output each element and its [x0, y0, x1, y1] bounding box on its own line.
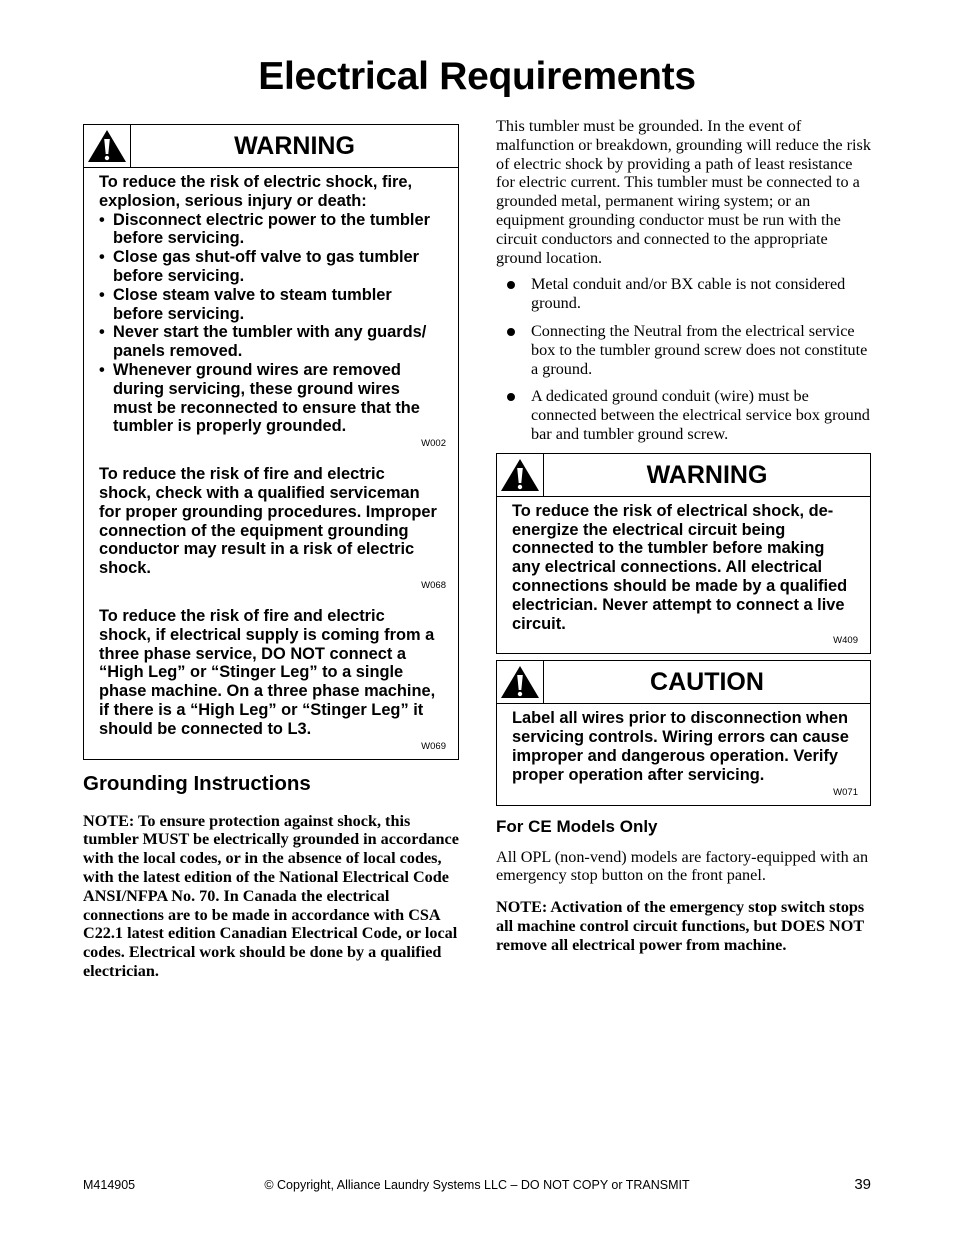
warning-triangle-icon	[87, 129, 127, 163]
warning-header	[84, 125, 458, 168]
ce-text: All OPL (non-vend) models are factory-equipped with an emergency stop button on the front panel.	[496, 847, 869, 885]
grounding-bullet: A dedicated ground conduit (wire) must be connected between the electrical service box ground bar and tumbler ground screw.	[496, 387, 871, 443]
warning-triangle-icon	[500, 458, 540, 492]
warning-intro: To reduce the risk of electric shock, fire, explosion, serious injury or death:	[99, 173, 413, 210]
page-title: Electrical Requirements	[258, 55, 696, 98]
warning-triangle-icon	[500, 665, 540, 699]
warning-section-1	[99, 173, 446, 450]
caution-code: W071	[833, 786, 858, 798]
warning-text: To reduce the risk of electrical shock, de-energize the electrical circuit being connected to the tumbler before making any electrical connections. All electrical connections should be made by a qualified electrician. Never attempt to connect a live circuit.	[512, 501, 848, 633]
page-number: 39	[854, 1176, 871, 1193]
grounding-intro: This tumbler must be grounded. In the event of malfunction or breakdown, grounding will reduce the risk of electric shock by providing a path of least resistance for electric current. This tumbler must be connected to a grounded metal, permanent wiring system; or an equipment grounding conductor must be run with the circuit conductors and connected to the appropriate ground location.	[496, 117, 871, 267]
warning-code: W002	[421, 438, 446, 450]
warning-code: W069	[421, 740, 446, 752]
warning-bullet: • Never start the tumbler with any guards/ panels removed.	[99, 323, 440, 361]
warning-title: WARNING	[646, 460, 768, 489]
left-column	[83, 124, 459, 981]
caution-body	[497, 704, 870, 804]
copyright-notice: © Copyright, Alliance Laundry Systems LLC – DO NOT COPY or TRANSMIT	[264, 1178, 690, 1192]
warning-bullet: • Disconnect electric power to the tumbler before servicing.	[99, 211, 440, 249]
warning-title: WARNING	[234, 132, 355, 160]
warning-text: To reduce the risk of fire and electric shock, if electrical supply is coming from a three phase service, DO NOT connect a “High Leg” or “Stinger Leg” to a single phase machine. On a three phase machine, if there is a “High Leg” or “Stinger Leg” it should be connected to L3.	[99, 606, 436, 738]
warning-code: W068	[421, 579, 446, 591]
grounding-bullet: Connecting the Neutral from the electrical service box to the tumbler ground screw does not constitute a ground.	[496, 322, 871, 378]
warning-code: W409	[833, 635, 858, 647]
warning-icon-cell	[84, 125, 131, 167]
warning-bullet-list	[99, 211, 440, 437]
warning-bullet: • Close gas shut-off valve to gas tumbler before servicing.	[99, 248, 440, 286]
grounding-note: NOTE: To ensure protection against shock, this tumbler MUST be electrically grounded in accordance with the local codes, or in the absence of local codes, with the latest edition of the National Electrical Code ANSI/NFPA No. 70. In Canada the electrical connections are to be made in accordance with CSA C22.1 latest edition Canadian Electrical Code, or local codes. Electrical work should be done by a qualified electrician.	[83, 811, 459, 980]
warning-section-3	[99, 606, 446, 753]
warning-box-right	[496, 453, 871, 655]
warning-section-2	[99, 465, 446, 592]
warning-header	[497, 454, 870, 497]
caution-box	[496, 660, 871, 805]
grounding-bullet-list	[496, 275, 871, 443]
ce-heading: For CE Models Only	[496, 816, 658, 836]
grounding-bullet: Metal conduit and/or BX cable is not considered ground.	[496, 275, 871, 313]
right-column	[496, 117, 871, 955]
caution-icon-cell	[497, 661, 544, 703]
warning-body	[84, 168, 458, 759]
warning-icon-cell	[497, 454, 544, 496]
warning-bullet: • Close steam valve to steam tumbler before servicing.	[99, 286, 440, 324]
caution-text: Label all wires prior to disconnection when servicing controls. Wiring errors can cause improper and dangerous operation. Verify proper operation after servicing.	[512, 709, 849, 784]
warning-box-left	[83, 124, 459, 760]
warning-bullet: • Whenever ground wires are removed during servicing, these ground wires must be reconnected to ensure that the tumbler is properly grounded.	[99, 361, 440, 436]
ce-note: NOTE: Activation of the emergency stop switch stops all machine control circuit functions, but DOES NOT remove all electrical power from machine.	[496, 898, 865, 954]
warning-body	[497, 497, 870, 654]
grounding-heading: Grounding Instructions	[83, 771, 311, 795]
warning-text: To reduce the risk of fire and electric shock, check with a qualified serviceman for proper grounding procedures. Improper connection of the equipment grounding conductor may result in a risk of electric shock.	[99, 465, 437, 578]
caution-header	[497, 661, 870, 704]
caution-title: CAUTION	[650, 668, 764, 697]
doc-number: M414905	[83, 1178, 136, 1192]
